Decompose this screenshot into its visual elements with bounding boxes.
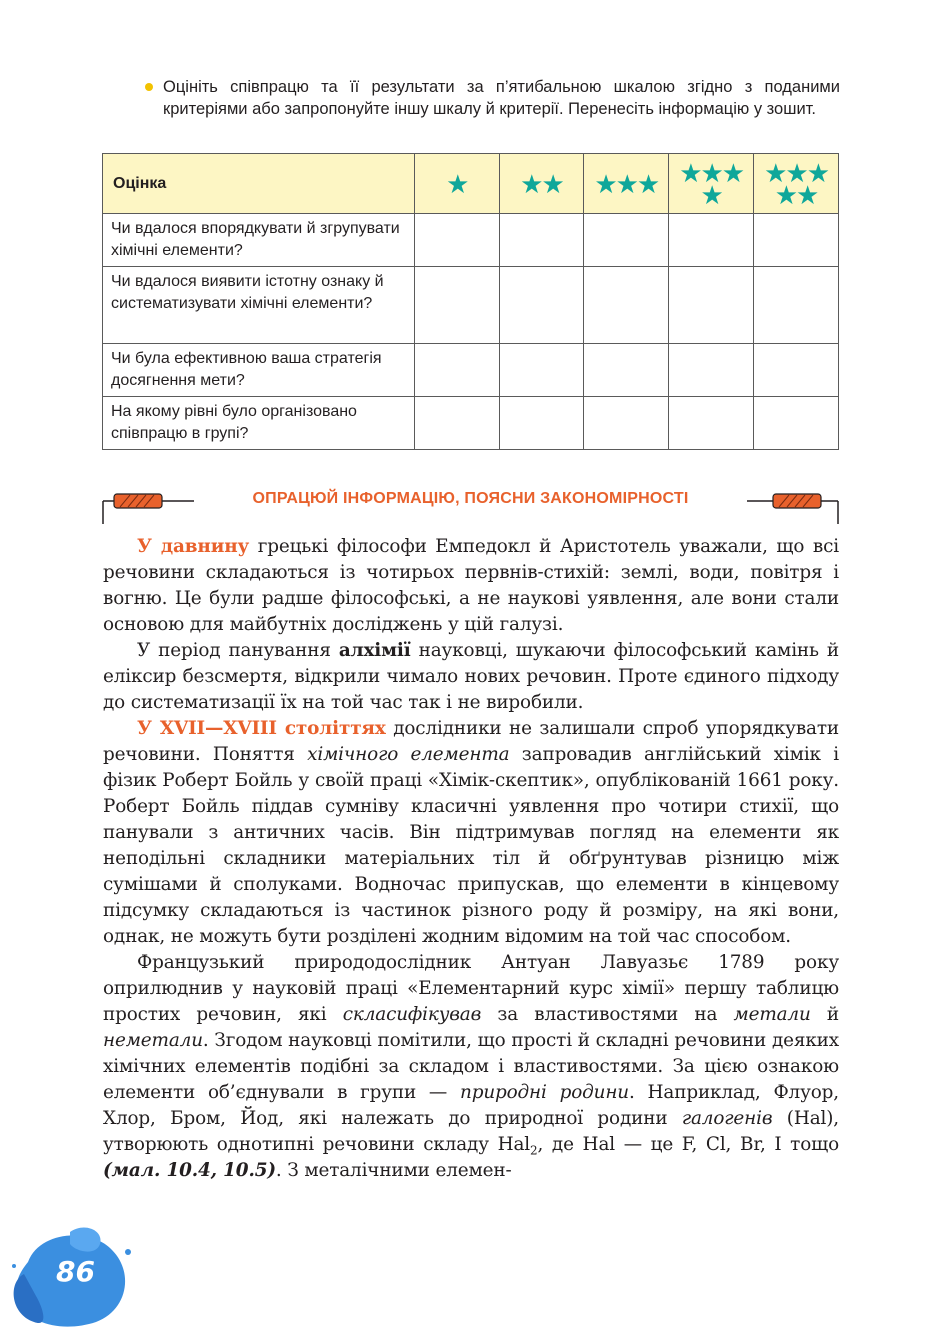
paragraph-text: запровадив англійський хімік і фізик Роберт Бойль у своїй праці «Хімік-скептик», опублікованій 1661 року. Роберт Бойль піддав сумніву класичні уявлення про чотири стихії, що панували з античних часів. Він підтримував погляд на елементи як неподільні складники матеріальних тіл й обґрунтував різницю між сумішами й сполуками. Водночас припускав, що елементи в кінцевому підсумку складаються із частинок різного роду й розміру, на які вони, однак, не можуть бути розділені жодним відомим на той час способом. bbox=[103, 744, 839, 947]
rating-cell bbox=[414, 214, 499, 267]
rating-cell bbox=[414, 344, 499, 397]
paragraph-text: У період панування bbox=[137, 640, 339, 661]
paragraph-lavoisier bbox=[103, 950, 839, 1184]
paragraph-text: дослідники не залишали спроб упорядкувати речовини. Поняття bbox=[103, 718, 839, 765]
rating-cell bbox=[754, 397, 839, 450]
rating-cell bbox=[669, 214, 754, 267]
right-bar-ornament-icon bbox=[743, 489, 839, 525]
star-level-3: ★★★ bbox=[584, 154, 669, 214]
paragraph-antiquity bbox=[103, 534, 839, 638]
section-title: ОПРАЦЮЙ ІНФОРМАЦІЮ, ПОЯСНИ ЗАКОНОМІРНОСТІ bbox=[252, 490, 689, 507]
body-text bbox=[103, 534, 839, 1184]
italic-term: галогенів bbox=[681, 1108, 773, 1129]
instruction-text: Оцініть співпрацю та її результати за п’ятибальною шкалою згідно з поданими критеріями або запропонуйте іншу шкалу й критерії. Перенесіть інформацію у зошит. bbox=[163, 78, 840, 118]
star-level-5: ★★★ ★★ bbox=[754, 154, 839, 214]
rating-cell bbox=[499, 397, 584, 450]
header-label: Оцінка bbox=[103, 154, 415, 214]
table-row bbox=[103, 397, 839, 450]
rating-cell bbox=[669, 397, 754, 450]
italic-term: скласифікував bbox=[342, 1004, 482, 1025]
bullet-dot-icon bbox=[145, 83, 153, 91]
paragraph-text: (Hal), утворюють однотипні речовини складу Hal bbox=[103, 1108, 839, 1155]
paragraph-text: . Згодом науковці помітили, що прості й складні речовини деяких хімічних елементів подібні за складом і властивостями. За цією ознакою елементи об’єднували в групи — bbox=[103, 1030, 839, 1103]
italic-term: природні родини bbox=[460, 1082, 629, 1103]
highlight-lead: У XVII—XVIII століттях bbox=[137, 718, 386, 739]
paragraph-text: Французький природодослідник Антуан Лавуазьє 1789 року оприлюднив у науковій праці «Елементарний курс хімії» першу таблицю простих речовин, які bbox=[103, 952, 839, 1025]
paragraph-text: й bbox=[810, 1004, 840, 1025]
paragraph-text: науковці, шукаючи філософський камінь й еліксир безсмертя, відкрили чимало нових речовин. Проте єдиного підходу до систематизації їх на той час так і не виробили. bbox=[103, 640, 840, 713]
rating-cell bbox=[669, 267, 754, 344]
criterion-cell: Чи вдалося виявити істотну ознаку й систематизувати хімічні елементи? bbox=[103, 267, 415, 344]
rating-cell bbox=[499, 267, 584, 344]
section-header bbox=[102, 489, 839, 525]
paragraph-text: за властивостями на bbox=[481, 1004, 734, 1025]
criterion-cell: Чи вдалося впорядкувати й згрупувати хімічні елементи? bbox=[103, 214, 415, 267]
paragraph-17-18-century bbox=[103, 716, 839, 950]
rating-cell bbox=[754, 344, 839, 397]
rating-cell bbox=[499, 214, 584, 267]
italic-term: хімічного елемента bbox=[307, 744, 510, 765]
rating-cell bbox=[669, 344, 754, 397]
rating-cell bbox=[584, 214, 669, 267]
italic-term: метали bbox=[733, 1004, 811, 1025]
page-number: 86 bbox=[56, 1255, 95, 1288]
table-row bbox=[103, 344, 839, 397]
paragraph-alchemy bbox=[103, 638, 839, 716]
rating-cell bbox=[584, 344, 669, 397]
rating-cell bbox=[414, 267, 499, 344]
criterion-cell: На якому рівні було організовано співпрацю в групі? bbox=[103, 397, 415, 450]
star-level-4: ★★★ ★ bbox=[669, 154, 754, 214]
criterion-cell: Чи була ефективною ваша стратегія досягнення мети? bbox=[103, 344, 415, 397]
rating-cell bbox=[414, 397, 499, 450]
rating-cell bbox=[584, 397, 669, 450]
paragraph-text: , де Hal — це F, Cl, Br, I тощо bbox=[537, 1134, 839, 1155]
table-row bbox=[103, 267, 839, 344]
star-level-1: ★ bbox=[414, 154, 499, 214]
table-header-row bbox=[103, 154, 839, 214]
italic-term: неметали bbox=[103, 1030, 203, 1051]
figure-reference: (мал. 10.4, 10.5) bbox=[103, 1160, 276, 1181]
highlight-lead: У давнину bbox=[137, 536, 250, 557]
rating-cell bbox=[584, 267, 669, 344]
rating-cell bbox=[499, 344, 584, 397]
rating-cell bbox=[754, 267, 839, 344]
bold-term: алхімії bbox=[338, 640, 411, 661]
paragraph-text: . З металічними елемен- bbox=[275, 1160, 512, 1181]
table-row bbox=[103, 214, 839, 267]
star-level-2: ★★ bbox=[499, 154, 584, 214]
paragraph-text: . Наприклад, Флуор, Хлор, Бром, Йод, які належать до природної родини bbox=[103, 1082, 840, 1129]
paragraph-text: грецькі філософи Емпедокл й Аристотель уважали, що всі речовини складаються із чотирьох первнів-стихій: землі, води, повітря і вогню. Це були радше філософські, а не наукові уявлення, але вони стали основою для майбутніх досліджень у цій галузі. bbox=[103, 536, 839, 635]
subscript: 2 bbox=[530, 1143, 538, 1158]
rating-table bbox=[102, 153, 839, 450]
instruction-bullet bbox=[145, 76, 840, 120]
rating-cell bbox=[754, 214, 839, 267]
